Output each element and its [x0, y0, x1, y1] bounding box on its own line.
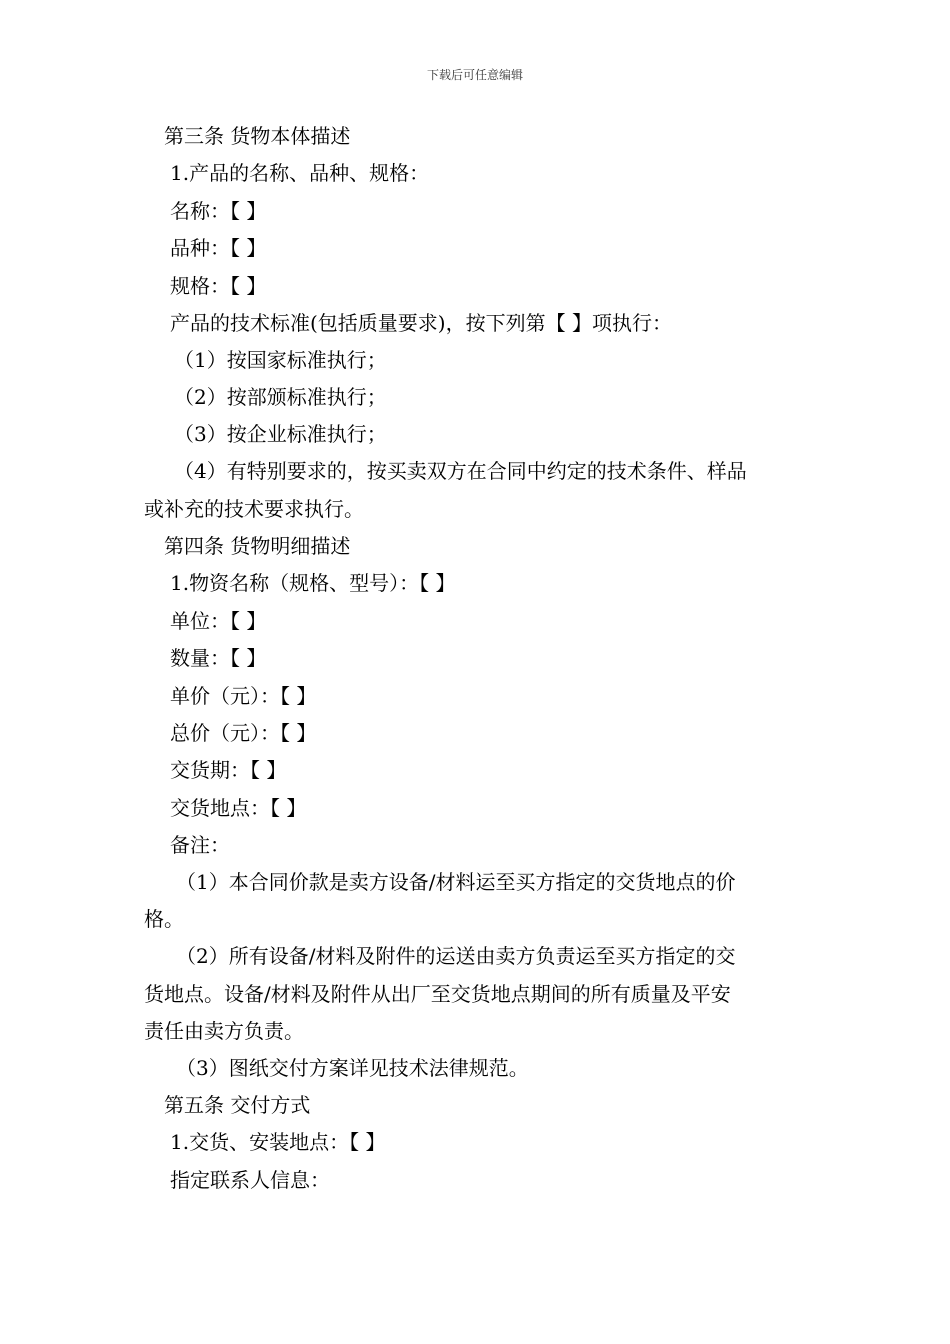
- field-delivery-date: 交货期：【 】: [170, 758, 287, 782]
- standard-option-4-cont: 或补充的技术要求执行。: [144, 497, 364, 521]
- standard-option-1: （1）按国家标准执行；: [174, 348, 387, 372]
- remark-2: （2）所有设备/材料及附件的运送由卖方负责运至买方指定的交: [176, 944, 736, 968]
- contact-info-label: 指定联系人信息：: [170, 1168, 330, 1192]
- field-variety: 品种：【 】: [170, 236, 267, 260]
- remarks-label: 备注：: [170, 833, 230, 857]
- field-delivery-place: 交货地点：【 】: [170, 796, 307, 820]
- article-4-title: 第四条 货物明细描述: [164, 534, 351, 558]
- article-4-item-1: 1.物资名称（规格、型号）：【 】: [170, 571, 456, 595]
- field-name: 名称：【 】: [170, 199, 267, 223]
- field-total-price: 总价（元）：【 】: [170, 721, 317, 745]
- remark-1: （1）本合同价款是卖方设备/材料运至买方指定的交货地点的价: [176, 870, 736, 894]
- standard-option-3: （3）按企业标准执行；: [174, 422, 387, 446]
- article-5-title: 第五条 交付方式: [164, 1093, 311, 1117]
- standard-intro: 产品的技术标准(包括质量要求)，按下列第【 】项执行：: [170, 311, 672, 335]
- remark-3: （3）图纸交付方案详见技术法律规范。: [176, 1056, 529, 1080]
- field-unit: 单位：【 】: [170, 609, 267, 633]
- standard-option-4: （4）有特别要求的，按买卖双方在合同中约定的技术条件、样品: [174, 459, 747, 483]
- article-3-title: 第三条 货物本体描述: [164, 124, 351, 148]
- field-unit-price: 单价（元）：【 】: [170, 684, 317, 708]
- article-3-item-1: 1.产品的名称、品种、规格：: [170, 161, 430, 185]
- standard-option-2: （2）按部颁标准执行；: [174, 385, 387, 409]
- field-quantity: 数量：【 】: [170, 646, 267, 670]
- page-header-note: 下载后可任意编辑: [426, 68, 523, 82]
- remark-2-cont-1: 货地点。设备/材料及附件从出厂至交货地点期间的所有质量及平安: [144, 982, 731, 1006]
- remark-1-cont: 格。: [144, 907, 184, 931]
- remark-2-cont-2: 责任由卖方负责。: [144, 1019, 304, 1043]
- article-5-item-1: 1.交货、安装地点：【 】: [170, 1130, 386, 1154]
- field-spec: 规格：【 】: [170, 274, 267, 298]
